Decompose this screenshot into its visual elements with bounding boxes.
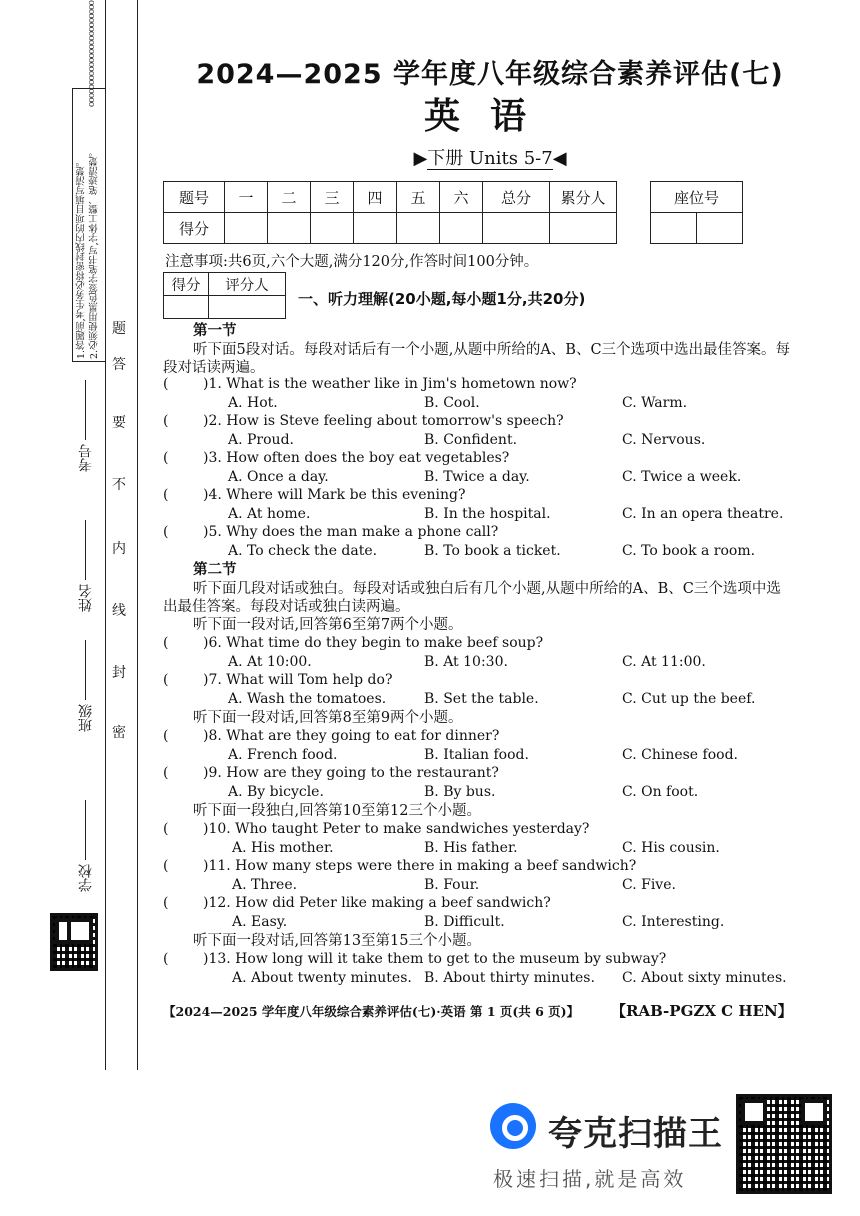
answer-paren[interactable]: ( xyxy=(163,728,169,744)
qr-code-icon xyxy=(736,1094,832,1194)
score-cell[interactable] xyxy=(354,213,397,244)
option-a: A. His mother. xyxy=(232,840,334,856)
option-c: C. Cut up the beef. xyxy=(622,691,756,707)
option-b: B. Twice a day. xyxy=(424,469,530,485)
seal-char: 不 xyxy=(112,477,126,493)
exam-number-field[interactable] xyxy=(76,380,96,472)
note-1: 1.答题前,考生务必将密封线内的项目填写清楚。 xyxy=(76,156,87,359)
option-a: A. At home. xyxy=(228,506,311,522)
seal-char: 要 xyxy=(112,415,126,431)
school-field[interactable] xyxy=(76,800,96,892)
answer-paren[interactable]: ( xyxy=(163,821,169,837)
perforation-marks: oooooooooooooooooooooooo xyxy=(86,0,96,107)
exam-title: 2024—2025 学年度八年级综合素养评估(七) xyxy=(196,59,784,90)
grader-label: 评分人 xyxy=(209,273,286,296)
answer-paren[interactable]: ( xyxy=(163,450,169,466)
question-text: )11. How many steps were there in making a beef sandwich? xyxy=(203,858,637,874)
answer-paren[interactable]: ( xyxy=(163,635,169,651)
score-cell[interactable] xyxy=(311,213,354,244)
option-c: C. His cousin. xyxy=(622,840,720,856)
question-stem xyxy=(163,951,666,967)
exam-number-label: 考号 xyxy=(78,444,94,472)
question-stem xyxy=(163,765,499,781)
score-header: 总分 xyxy=(483,182,550,213)
question-text: )10. Who taught Peter to make sandwiches yesterday? xyxy=(203,821,590,837)
seal-char: 题 xyxy=(112,321,126,337)
score-row-label: 得分 xyxy=(164,213,225,244)
grader-score-cell[interactable] xyxy=(164,296,209,319)
scanner-brand: 夸克扫描王 xyxy=(548,1114,723,1154)
option-b: B. By bus. xyxy=(424,784,496,800)
score-header: 一 xyxy=(225,182,268,213)
option-b: B. About thirty minutes. xyxy=(424,970,595,986)
answer-paren[interactable]: ( xyxy=(163,895,169,911)
question-text: )2. How is Steve feeling about tomorrow's speech? xyxy=(203,413,564,429)
question-stem xyxy=(163,728,499,744)
score-cell[interactable] xyxy=(440,213,483,244)
question-stem xyxy=(163,487,465,503)
option-c: C. Five. xyxy=(622,877,676,893)
question-stem xyxy=(163,524,498,540)
question-stem xyxy=(163,450,509,466)
units-line: ▶下册 Units 5-7◀ xyxy=(413,148,567,169)
option-b: B. In the hospital. xyxy=(424,506,551,522)
seat-label: 座位号 xyxy=(651,182,743,213)
part1-title: 一、听力理解(20小题,每小题1分,共20分) xyxy=(298,290,586,308)
name-label: 姓名 xyxy=(78,584,94,612)
seal-char: 线 xyxy=(112,603,126,619)
option-b: B. Set the table. xyxy=(424,691,539,707)
option-c: C. Interesting. xyxy=(622,914,725,930)
question-text: )5. Why does the man make a phone call? xyxy=(203,524,499,540)
option-a: A. Proud. xyxy=(228,432,294,448)
score-cell[interactable] xyxy=(550,213,617,244)
qr-code-icon xyxy=(50,913,98,971)
score-header: 二 xyxy=(268,182,311,213)
score-header: 四 xyxy=(354,182,397,213)
question-stem xyxy=(163,895,551,911)
seal-char: 内 xyxy=(112,541,126,557)
question-stem xyxy=(163,376,577,392)
option-a: A. French food. xyxy=(228,747,338,763)
seal-char: 密 xyxy=(112,725,126,741)
option-c: C. At 11:00. xyxy=(622,654,706,670)
seat-cell[interactable] xyxy=(697,213,743,244)
question-text: )13. How long will it take them to get to the museum by subway? xyxy=(203,951,667,967)
question-text: )4. Where will Mark be this evening? xyxy=(203,487,466,503)
answer-paren[interactable]: ( xyxy=(163,858,169,874)
option-b: B. Four. xyxy=(424,877,480,893)
notice: 注意事项:共6页,六个大题,满分120分,作答时间100分钟。 xyxy=(165,254,539,270)
question-text: )12. How did Peter like making a beef sandwich? xyxy=(203,895,551,911)
option-c: C. Twice a week. xyxy=(622,469,742,485)
section1-title: 第一节 xyxy=(193,322,237,339)
margin-line-inner xyxy=(137,0,138,1070)
answer-paren[interactable]: ( xyxy=(163,524,169,540)
answer-paren[interactable]: ( xyxy=(163,672,169,688)
option-a: A. At 10:00. xyxy=(228,654,312,670)
option-c: C. In an opera theatre. xyxy=(622,506,784,522)
option-c: C. On foot. xyxy=(622,784,699,800)
option-c: C. About sixty minutes. xyxy=(622,970,787,986)
section2-sub4: 听下面一段对话,回答第13至第15三个小题。 xyxy=(193,933,482,949)
option-a: A. Hot. xyxy=(228,395,278,411)
class-label: 班级 xyxy=(78,704,94,732)
option-a: A. Three. xyxy=(232,877,298,893)
grader-cell[interactable] xyxy=(209,296,286,319)
question-text: )1. What is the weather like in Jim's hometown now? xyxy=(203,376,577,392)
answer-paren[interactable]: ( xyxy=(163,765,169,781)
score-cell[interactable] xyxy=(225,213,268,244)
question-stem xyxy=(163,635,543,651)
answer-paren[interactable]: ( xyxy=(163,413,169,429)
question-stem xyxy=(163,672,392,688)
scanner-slogan: 极速扫描,就是高效 xyxy=(493,1167,687,1191)
section2-instructions: 听下面几段对话或独白。每段对话或独白后有几个小题,从题中所给的A、B、C三个选项中选出最佳答案。每段对话或独白读两遍。 xyxy=(163,581,781,615)
option-c: C. Warm. xyxy=(622,395,688,411)
scanner-logo-icon xyxy=(490,1103,536,1149)
name-field[interactable] xyxy=(76,520,96,612)
section2-sub1: 听下面一段对话,回答第6至第7两个小题。 xyxy=(193,617,463,633)
score-header: 五 xyxy=(397,182,440,213)
section1-instructions: 听下面5段对话。每段对话后有一个小题,从题中所给的A、B、C三个选项中选出最佳答案。每段对话读两遍。 xyxy=(163,342,791,376)
option-b: B. His father. xyxy=(424,840,518,856)
section2-title: 第二节 xyxy=(193,561,237,578)
question-stem xyxy=(163,821,589,837)
score-table xyxy=(163,181,617,244)
question-stem xyxy=(163,858,636,874)
note-2: 2.必须使用黑色签字笔书写,字体工整、笔迹清楚。 xyxy=(89,147,100,359)
section2-sub2: 听下面一段对话,回答第8至第9两个小题。 xyxy=(193,710,463,726)
option-b: B. To book a ticket. xyxy=(424,543,561,559)
answer-paren[interactable]: ( xyxy=(163,376,169,392)
option-a: A. About twenty minutes. xyxy=(232,970,412,986)
option-a: A. Easy. xyxy=(232,914,288,930)
units-text: 下册 Units 5-7 xyxy=(427,148,553,169)
option-b: B. Confident. xyxy=(424,432,518,448)
class-field[interactable] xyxy=(76,640,96,732)
option-b: B. At 10:30. xyxy=(424,654,508,670)
option-b: B. Difficult. xyxy=(424,914,505,930)
option-a: A. By bicycle. xyxy=(228,784,324,800)
question-text: )8. What are they going to eat for dinner? xyxy=(203,728,500,744)
footer-code: 【RAB-PGZX C HEN】 xyxy=(611,1002,793,1020)
grader-score-label: 得分 xyxy=(164,273,209,296)
question-text: )7. What will Tom help do? xyxy=(203,672,393,688)
question-text: )3. How often does the boy eat vegetables? xyxy=(203,450,510,466)
option-c: C. To book a room. xyxy=(622,543,756,559)
option-a: A. Once a day. xyxy=(228,469,329,485)
school-label: 学校 xyxy=(78,864,94,892)
score-header: 题号 xyxy=(164,182,225,213)
question-text: )6. What time do they begin to make beef soup? xyxy=(203,635,544,651)
question-text: )9. How are they going to the restaurant? xyxy=(203,765,499,781)
score-header: 三 xyxy=(311,182,354,213)
option-c: C. Chinese food. xyxy=(622,747,738,763)
score-cell[interactable] xyxy=(268,213,311,244)
seat-table xyxy=(650,181,743,244)
seal-char: 封 xyxy=(112,665,126,681)
score-header: 六 xyxy=(440,182,483,213)
score-cell[interactable] xyxy=(397,213,440,244)
subject-title: 英语 xyxy=(423,95,556,137)
option-a: A. Wash the tomatoes. xyxy=(228,691,387,707)
seal-char: 答 xyxy=(112,357,126,373)
page-footer: 【2024—2025 学年度八年级综合素养评估(七)·英语 第 1 页(共 6 页)】 xyxy=(163,1004,580,1019)
section2-sub3: 听下面一段独白,回答第10至第12三个小题。 xyxy=(193,803,482,819)
option-c: C. Nervous. xyxy=(622,432,706,448)
score-cell[interactable] xyxy=(483,213,550,244)
option-b: B. Cool. xyxy=(424,395,480,411)
score-header: 累分人 xyxy=(550,182,617,213)
grader-box xyxy=(163,272,286,319)
answer-paren[interactable]: ( xyxy=(163,487,169,503)
seat-cell[interactable] xyxy=(651,213,697,244)
exam-notes xyxy=(72,88,106,362)
answer-paren[interactable]: ( xyxy=(163,951,169,967)
option-a: A. To check the date. xyxy=(228,543,378,559)
option-b: B. Italian food. xyxy=(424,747,529,763)
question-stem xyxy=(163,413,564,429)
